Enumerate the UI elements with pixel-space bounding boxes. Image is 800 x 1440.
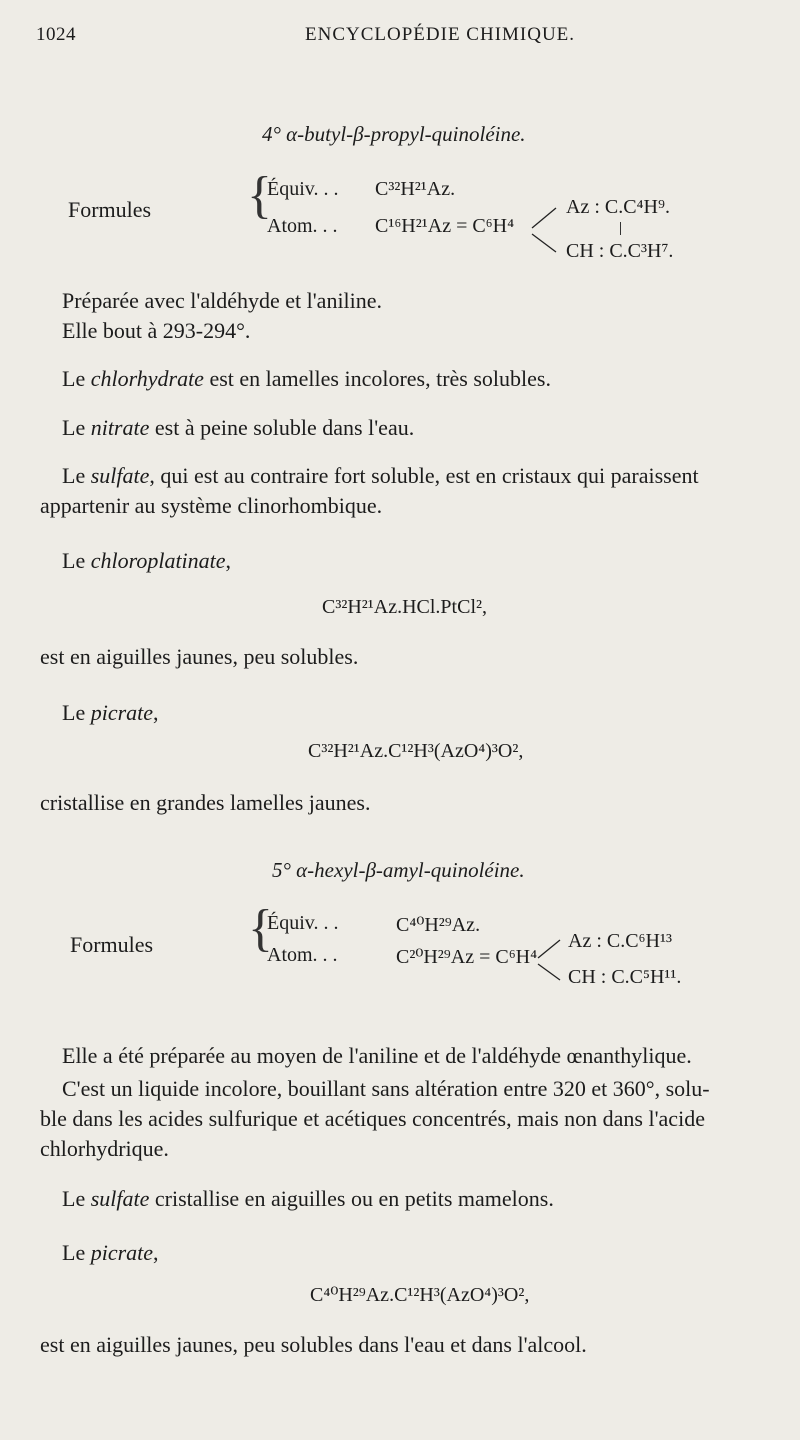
- sulfate-line-4: [62, 463, 699, 489]
- bp-line-4: Elle bout à 293-294°.: [62, 318, 251, 343]
- equiv-formula-4: C³²H²¹Az.: [375, 178, 456, 200]
- picrate-post-5: ,: [153, 1240, 159, 1265]
- nitrate-post: est à peine soluble dans l'eau.: [149, 415, 415, 440]
- chloroplatinate-line: [62, 548, 231, 574]
- branch-bottom-5: CH : C.C⁵H¹¹.: [568, 966, 682, 988]
- picrate-formula-5: C⁴⁰H²⁹Az.C¹²H³(AzO⁴)³O²,: [310, 1284, 530, 1306]
- sulfate-post-5: cristallise en aiguilles ou en petits mamelons.: [149, 1186, 554, 1211]
- picrate-word-5: picrate: [90, 1240, 154, 1265]
- liquid-line-2: ble dans les acides sulfurique et acétiques concentrés, mais non dans l'acide: [40, 1106, 705, 1131]
- picrate-line-5: [62, 1240, 159, 1266]
- section-5-title: [272, 858, 525, 883]
- sulfate-word-4: sulfate: [90, 463, 150, 488]
- page-number: 1024: [36, 24, 76, 45]
- sulfate-post-4: , qui est au contraire fort soluble, est en cristaux qui paraissent: [149, 463, 699, 488]
- picrate-pre-5: Le: [62, 1240, 91, 1265]
- equiv-label-5: Équiv. . .: [267, 912, 339, 934]
- equiv-formula-5: C⁴⁰H²⁹Az.: [396, 914, 481, 936]
- chloroplatinate-desc: est en aiguilles jaunes, peu solubles.: [40, 644, 359, 669]
- picrate-word-4: picrate: [90, 700, 154, 725]
- brace-5: {: [248, 900, 273, 957]
- chlorhydrate-post: est en lamelles incolores, très solubles.: [203, 366, 551, 391]
- picrate-formula-4: C³²H²¹Az.C¹²H³(AzO⁴)³O²,: [308, 740, 524, 762]
- picrate-post-4: ,: [153, 700, 159, 725]
- atom-label-4: Atom. . .: [267, 215, 338, 237]
- chlorhydrate-pre: Le: [62, 366, 91, 391]
- chloroplatinate-formula: C³²H²¹Az.HCl.PtCl²,: [322, 596, 487, 618]
- atom-formula-4: C¹⁶H²¹Az = C⁶H⁴: [375, 215, 515, 237]
- picrate-pre-4: Le: [62, 700, 91, 725]
- formules-label-5: Formules: [70, 932, 154, 957]
- liquid-line-3: chlorhydrique.: [40, 1136, 169, 1161]
- branch-top-5: Az : C.C⁶H¹³: [568, 930, 672, 952]
- branch-bottom-4: CH : C.C³H⁷.: [566, 240, 674, 262]
- liquid-line-1: C'est un liquide incolore, bouillant sans altération entre 320 et 360°, solu-: [62, 1076, 710, 1101]
- branch-lines-5: [536, 934, 566, 986]
- sulfate-line2-4: appartenir au système clinorhombique.: [40, 493, 383, 518]
- section-4-name: α-butyl-β-propyl-quinoléine.: [286, 122, 526, 146]
- picrate-desc-4: cristallise en grandes lamelles jaunes.: [40, 790, 371, 815]
- picrate-desc-5: est en aiguilles jaunes, peu solubles dans l'eau et dans l'alcool.: [40, 1332, 587, 1357]
- running-title: ENCYCLOPÉDIE CHIMIQUE.: [305, 24, 576, 45]
- bond-line-4: [620, 222, 621, 235]
- prep-line-5: Elle a été préparée au moyen de l'aniline et de l'aldéhyde œnanthylique.: [62, 1043, 692, 1068]
- prep-line-4: Préparée avec l'aldéhyde et l'aniline.: [62, 288, 383, 313]
- chlorhydrate-line: [62, 366, 551, 392]
- chlorhydrate-word: chlorhydrate: [90, 366, 204, 391]
- branch-lines-4: [530, 200, 564, 260]
- section-4-number: 4°: [262, 122, 281, 146]
- sulfate-pre-4: Le: [62, 463, 91, 488]
- sulfate-pre-5: Le: [62, 1186, 91, 1211]
- section-4-title: [262, 122, 526, 147]
- section-5-name: α-hexyl-β-amyl-quinoléine.: [296, 858, 525, 882]
- chloro-pre: Le: [62, 548, 91, 573]
- atom-formula-5: C²⁰H²⁹Az = C⁶H⁴: [396, 946, 538, 968]
- sulfate-word-5: sulfate: [90, 1186, 150, 1211]
- branch-top-4: Az : C.C⁴H⁹.: [566, 196, 670, 218]
- picrate-line-4: [62, 700, 159, 726]
- atom-label-5: Atom. . .: [267, 944, 338, 966]
- nitrate-pre: Le: [62, 415, 91, 440]
- section-5-number: 5°: [272, 858, 291, 882]
- formules-label-4: Formules: [68, 197, 152, 222]
- nitrate-word: nitrate: [90, 415, 150, 440]
- chloro-post: ,: [225, 548, 232, 573]
- sulfate-line-5: [62, 1186, 554, 1212]
- brace-4: {: [247, 167, 272, 224]
- nitrate-line: [62, 415, 414, 441]
- chloro-word: chloroplatinate: [90, 548, 226, 573]
- equiv-label-4: Équiv. . .: [267, 178, 339, 200]
